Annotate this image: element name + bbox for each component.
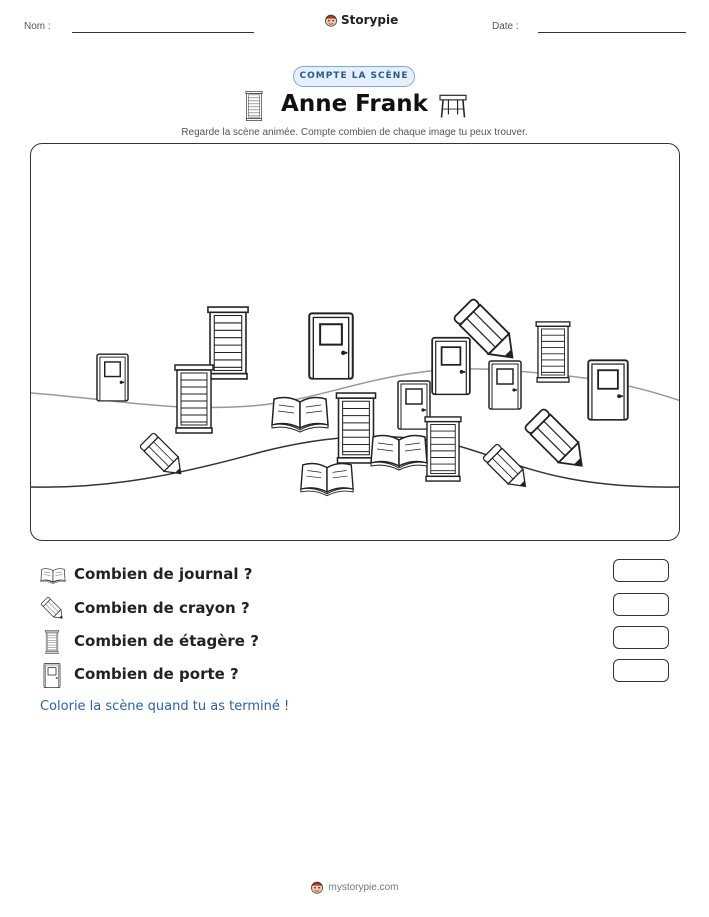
activity-badge: COMPTE LA SCÈNE bbox=[293, 66, 415, 87]
answer-box[interactable] bbox=[613, 593, 669, 616]
question-row bbox=[40, 662, 670, 688]
footer-url[interactable]: mystorypie.com bbox=[328, 881, 399, 893]
brand-logo bbox=[324, 13, 398, 27]
door-icon bbox=[40, 662, 66, 688]
name-label: Nom : bbox=[24, 21, 51, 32]
scene-frame[interactable] bbox=[30, 143, 680, 541]
answer-box[interactable] bbox=[613, 559, 669, 582]
pencil-icon bbox=[40, 596, 66, 622]
pencil-icon bbox=[482, 443, 532, 493]
question-label: Combien de journal ? bbox=[74, 565, 253, 583]
book-icon bbox=[272, 398, 328, 432]
book-icon bbox=[371, 436, 427, 470]
door-icon bbox=[97, 354, 128, 401]
door-icon bbox=[489, 361, 521, 409]
bookshelf-icon bbox=[425, 417, 461, 481]
book-icon bbox=[301, 464, 353, 496]
brand-name: Storypie bbox=[341, 13, 399, 27]
mascot-icon bbox=[310, 880, 324, 894]
question-row bbox=[40, 596, 670, 622]
question-row bbox=[40, 629, 670, 655]
page-title: Anne Frank bbox=[281, 91, 428, 117]
bookshelf-icon bbox=[175, 365, 213, 433]
date-label: Date : bbox=[492, 21, 519, 32]
bookshelf-icon bbox=[536, 322, 570, 382]
bookshelf-icon bbox=[208, 307, 248, 379]
stool-icon bbox=[437, 93, 469, 119]
answer-box[interactable] bbox=[613, 659, 669, 682]
page-subtitle: Regarde la scène animée. Compte combien de chaque image tu peux trouver. bbox=[181, 127, 528, 138]
pencil-icon bbox=[524, 408, 592, 476]
date-line[interactable] bbox=[538, 32, 686, 33]
book-icon bbox=[40, 562, 66, 588]
scene-illustration bbox=[31, 144, 680, 541]
bookshelf-icon bbox=[40, 629, 66, 655]
name-line[interactable] bbox=[72, 32, 254, 33]
door-icon bbox=[432, 338, 470, 394]
question-label: Combien de porte ? bbox=[74, 665, 239, 683]
coloring-instruction: Colorie la scène quand tu as terminé ! bbox=[40, 699, 290, 714]
question-label: Combien de crayon ? bbox=[74, 599, 250, 617]
mascot-icon bbox=[324, 13, 338, 27]
question-label: Combien de étagère ? bbox=[74, 632, 259, 650]
question-row bbox=[40, 562, 670, 588]
door-icon bbox=[588, 360, 628, 419]
door-icon bbox=[309, 313, 353, 378]
footer bbox=[0, 880, 709, 894]
pencil-icon bbox=[139, 432, 187, 480]
bookshelf-icon bbox=[336, 393, 375, 463]
answer-box[interactable] bbox=[613, 626, 669, 649]
